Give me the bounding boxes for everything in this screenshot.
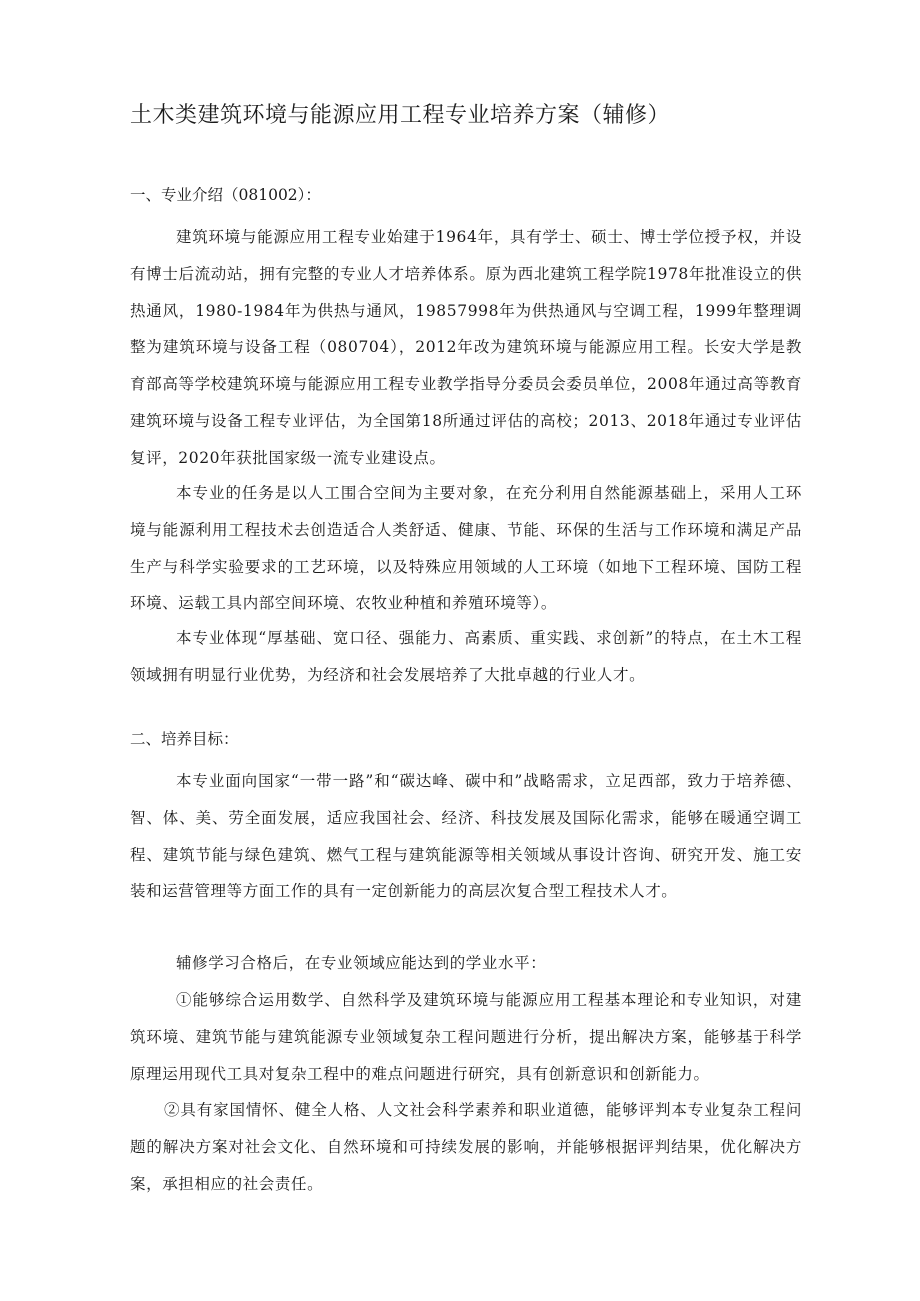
intro-paragraph-features: 本专业体现“厚基础、宽口径、强能力、高素质、重实践、求创新”的特点，在土木工程领域拥有明显行业优势，为经济和社会发展培养了大批卓越的行业人才。 xyxy=(130,629,802,684)
objectives-item-1: ①能够综合运用数学、自然科学及建筑环境与能源应用工程基本理论和专业知识，对建筑环境、建筑节能与建筑能源专业领域复杂工程问题进行分析，提出解决方案，能够基于科学原理运用现代工具对复杂工程中的难点问题进行研究，具有创新意识和创新能力。 xyxy=(130,991,802,1083)
objectives-paragraph-level: 辅修学习合格后，在专业领域应能达到的学业水平： xyxy=(176,954,547,972)
intro-paragraph-history: 建筑环境与能源应用工程专业始建于1964年，具有学士、硕士、博士学位授予权，并设有博士后流动站，拥有完整的专业人才培养体系。原为西北建筑工程学院1978年批准设立的供热通风，1980-1984年为供热与通风，19857998年为供热通风与空调工程，1999年整理调整为建筑环境与设备工程（080704），2012年改为建筑环境与能源应用工程。长安大学是教育部高等学校建筑环境与能源应用工程专业教学指导分委员会委员单位，2008年通过高等教育建筑环境与设备工程专业评估，为全国第18所通过评估的高校；2013、2018年通过专业评估复评，2020年获批国家级一流专业建设点。 xyxy=(130,228,802,467)
section-heading-objectives: 二、培养目标： xyxy=(130,730,239,748)
objectives-paragraph-goal: 本专业面向国家“一带一路”和“碳达峰、碳中和”战略需求，立足西部，致力于培养德、智、体、美、劳全面发展，适应我国社会、经济、科技发展及国际化需求，能够在暖通空调工程、建筑节能与绿色建筑、燃气工程与建筑能源等相关领域从事设计咨询、研究开发、施工安装和运营管理等方面工作的具有一定创新能力的高层次复合型工程技术人才。 xyxy=(130,772,802,901)
intro-paragraph-mission: 本专业的任务是以人工围合空间为主要对象，在充分利用自然能源基础上，采用人工环境与能源利用工程技术去创造适合人类舒适、健康、节能、环保的生活与工作环境和满足产品生产与科学实验要求的工艺环境，以及特殊应用领域的人工环境（如地下工程环境、国防工程环境、运载工具内部空间环境、农牧业种植和养殖环境等）。 xyxy=(130,484,802,613)
section-heading-introduction: 一、专业介绍（081002）： xyxy=(130,186,321,204)
objectives-item-2: ②具有家国情怀、健全人格、人文社会科学素养和职业道德，能够评判本专业复杂工程问题的解决方案对社会文化、自然环境和可持续发展的影响，并能够根据评判结果，优化解决方案，承担相应的社会责任。 xyxy=(130,1101,802,1193)
document-title: 土木类建筑环境与能源应用工程专业培养方案（辅修） xyxy=(130,103,671,128)
